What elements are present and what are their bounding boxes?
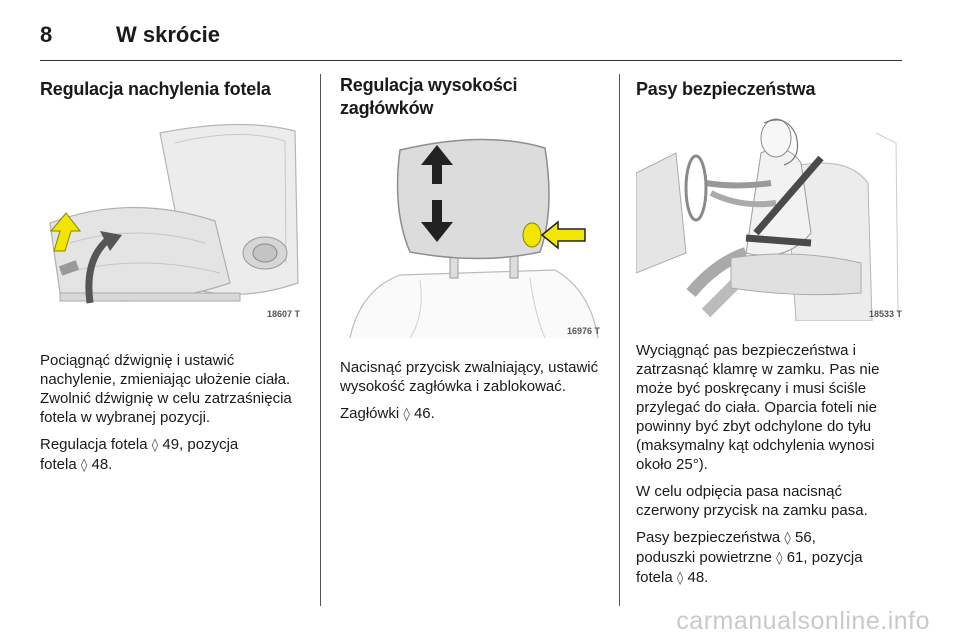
section-paragraph: W celu odpięcia pasa nacisnąć czerwony przycisk na zamku pasa. bbox=[636, 483, 868, 519]
section-paragraph: Pociągnąć dźwignię i ustawić nachylenie, zmieniając ułożenie ciała. Zwolnić dźwignię w celu zatrzaśnięcia fotela w wybranej pozycji. bbox=[40, 352, 292, 426]
seat-recline-illustration bbox=[40, 113, 302, 321]
header-divider bbox=[40, 60, 902, 61]
page-ref-icon: ◊ bbox=[776, 551, 783, 566]
cross-reference: Zagłówki ◊ 46. bbox=[340, 405, 435, 422]
page-ref-icon: ◊ bbox=[80, 458, 88, 473]
page-number: 8 bbox=[40, 22, 53, 47]
headrest-illustration bbox=[340, 130, 602, 338]
figure-code: 16976 T bbox=[566, 326, 600, 336]
seat-belt-illustration bbox=[636, 113, 904, 321]
page-ref-icon: ◊ bbox=[784, 531, 791, 546]
section-headrest-height bbox=[340, 74, 602, 432]
page-ref-icon: ◊ bbox=[403, 407, 410, 422]
page-header bbox=[40, 18, 902, 62]
watermark: carmanualsonline.info bbox=[676, 607, 930, 635]
section-paragraph: Nacisnąć przycisk zwalniający, ustawić wysokość zagłówka i zablokować. bbox=[340, 359, 599, 395]
figure-code: 18533 T bbox=[868, 309, 902, 319]
page-title: W skrócie bbox=[116, 22, 220, 47]
figure-code: 18607 T bbox=[266, 309, 300, 319]
section-heading: Regulacja wysokości zagłówków bbox=[340, 75, 518, 118]
cross-reference: Regulacja fotela ◊ 49, pozycja fotela ◊ 48. bbox=[40, 436, 239, 473]
page-ref-icon: ◊ bbox=[676, 571, 684, 586]
column-divider bbox=[619, 74, 620, 606]
section-heading: Pasy bezpieczeństwa bbox=[636, 79, 816, 99]
cross-reference: Pasy bezpieczeństwa ◊ 56, poduszki powietrzne ◊ 61, pozycja fotela ◊ 48. bbox=[636, 529, 863, 586]
section-seat-recline bbox=[40, 74, 302, 483]
section-paragraph: Wyciągnąć pas bezpieczeństwa i zatrzasnąć klamrę w zamku. Pas nie może być poskręcany i musi ściśle przylegać do ciała. Oparcia foteli nie powinny być zbyt odchylone do tyłu (maksymalny kąt odchylenia wynosi około 25°). bbox=[636, 342, 880, 473]
page-ref-icon: ◊ bbox=[151, 438, 159, 453]
column-divider bbox=[320, 74, 321, 606]
section-seat-belts bbox=[636, 74, 904, 596]
section-heading: Regulacja nachylenia fotela bbox=[40, 79, 271, 99]
